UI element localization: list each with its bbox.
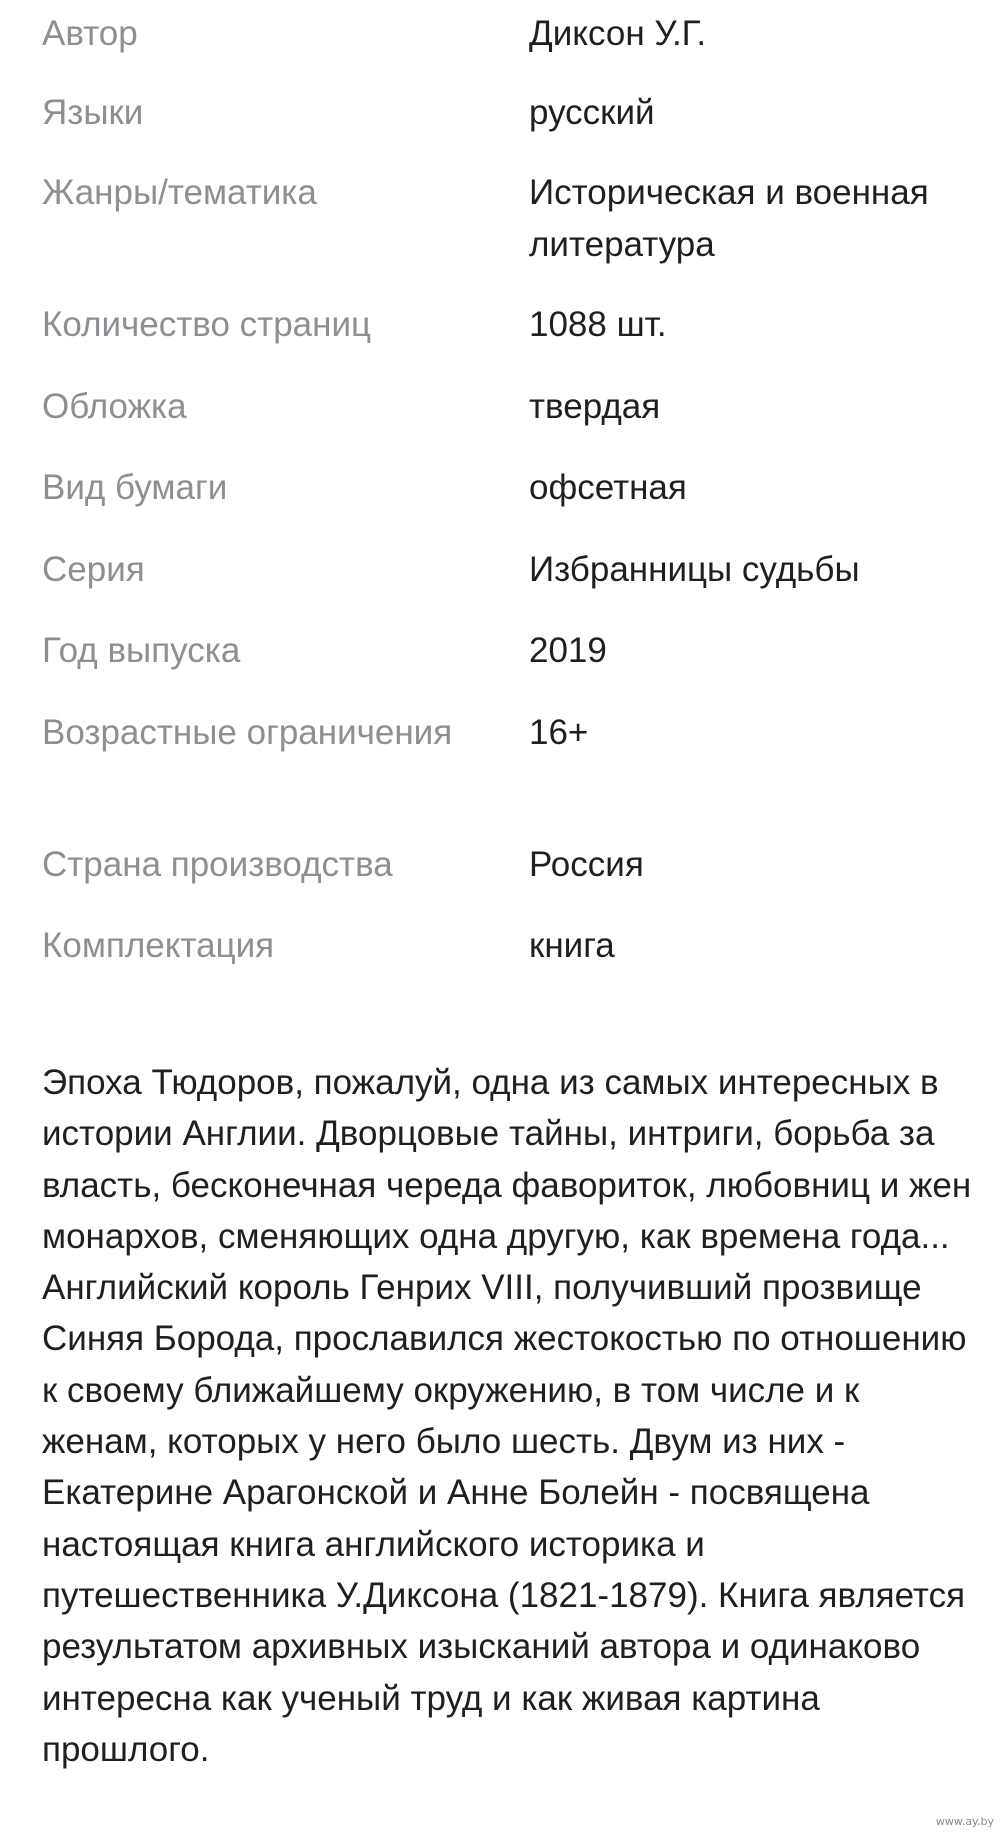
- product-specs-list: [42, 8, 972, 980]
- spec-value: книга: [529, 926, 615, 965]
- spec-row-author: [42, 8, 972, 87]
- product-description: [42, 1057, 972, 1775]
- spec-row-pages: [42, 299, 972, 381]
- spec-label: Количество страниц: [42, 305, 372, 344]
- spec-label: Возрастные ограничения: [42, 713, 453, 752]
- spec-row-year: [42, 625, 972, 707]
- spec-value: Историческая и военная литература: [529, 173, 929, 264]
- spec-label: Страна производства: [42, 845, 393, 884]
- spec-label: Вид бумаги: [42, 468, 228, 507]
- spec-label: Серия: [42, 550, 145, 589]
- spec-label: Год выпуска: [42, 631, 241, 670]
- spec-value: 1088 шт.: [529, 305, 667, 344]
- spec-row-cover: [42, 381, 972, 462]
- spec-row-age-rating: [42, 707, 972, 839]
- spec-row-country: [42, 839, 972, 920]
- spec-value: 16+: [529, 713, 589, 752]
- spec-value: офсетная: [529, 468, 687, 507]
- spec-row-paper: [42, 462, 972, 544]
- spec-label: Языки: [42, 93, 144, 132]
- spec-label: Автор: [42, 14, 138, 53]
- spec-value: 2019: [529, 631, 607, 670]
- spec-label: Обложка: [42, 387, 187, 426]
- spec-row-package: [42, 920, 972, 980]
- spec-row-series: [42, 544, 972, 625]
- spec-row-languages: [42, 87, 972, 167]
- spec-label: Комплектация: [42, 926, 275, 965]
- spec-value: русский: [529, 93, 655, 132]
- site-watermark: www.ay.by: [935, 1815, 994, 1828]
- spec-value: Россия: [529, 845, 644, 884]
- spec-label: Жанры/тематика: [42, 173, 317, 212]
- spec-value: Диксон У.Г.: [529, 14, 707, 53]
- spec-value: Избранницы судьбы: [529, 550, 860, 589]
- spec-row-genres: [42, 167, 972, 299]
- spec-value: твердая: [529, 387, 661, 426]
- description-text: Эпоха Тюдоров, пожалуй, одна из самых интересных в истории Англии. Дворцовые тайны, интриги, борьба за власть, бесконечная череда фавориток, любовниц и жен монархов, сменяющих одна другую, как времена года... Английский король Генрих VIII, получивший прозвище Синяя Борода, прославился жестокостью по отношению к своему ближайшему окружению, в том числе и к женам, которых у него было шесть. Двум из них - Екатерине Арагонской и Анне Болейн - посвящена настоящая книга английского историка и путешественника У.Диксона (1821-1879). Книга является результатом архивных изысканий автора и одинаково интересна как ученый труд и как живая картина прошлого.: [42, 1063, 972, 1769]
